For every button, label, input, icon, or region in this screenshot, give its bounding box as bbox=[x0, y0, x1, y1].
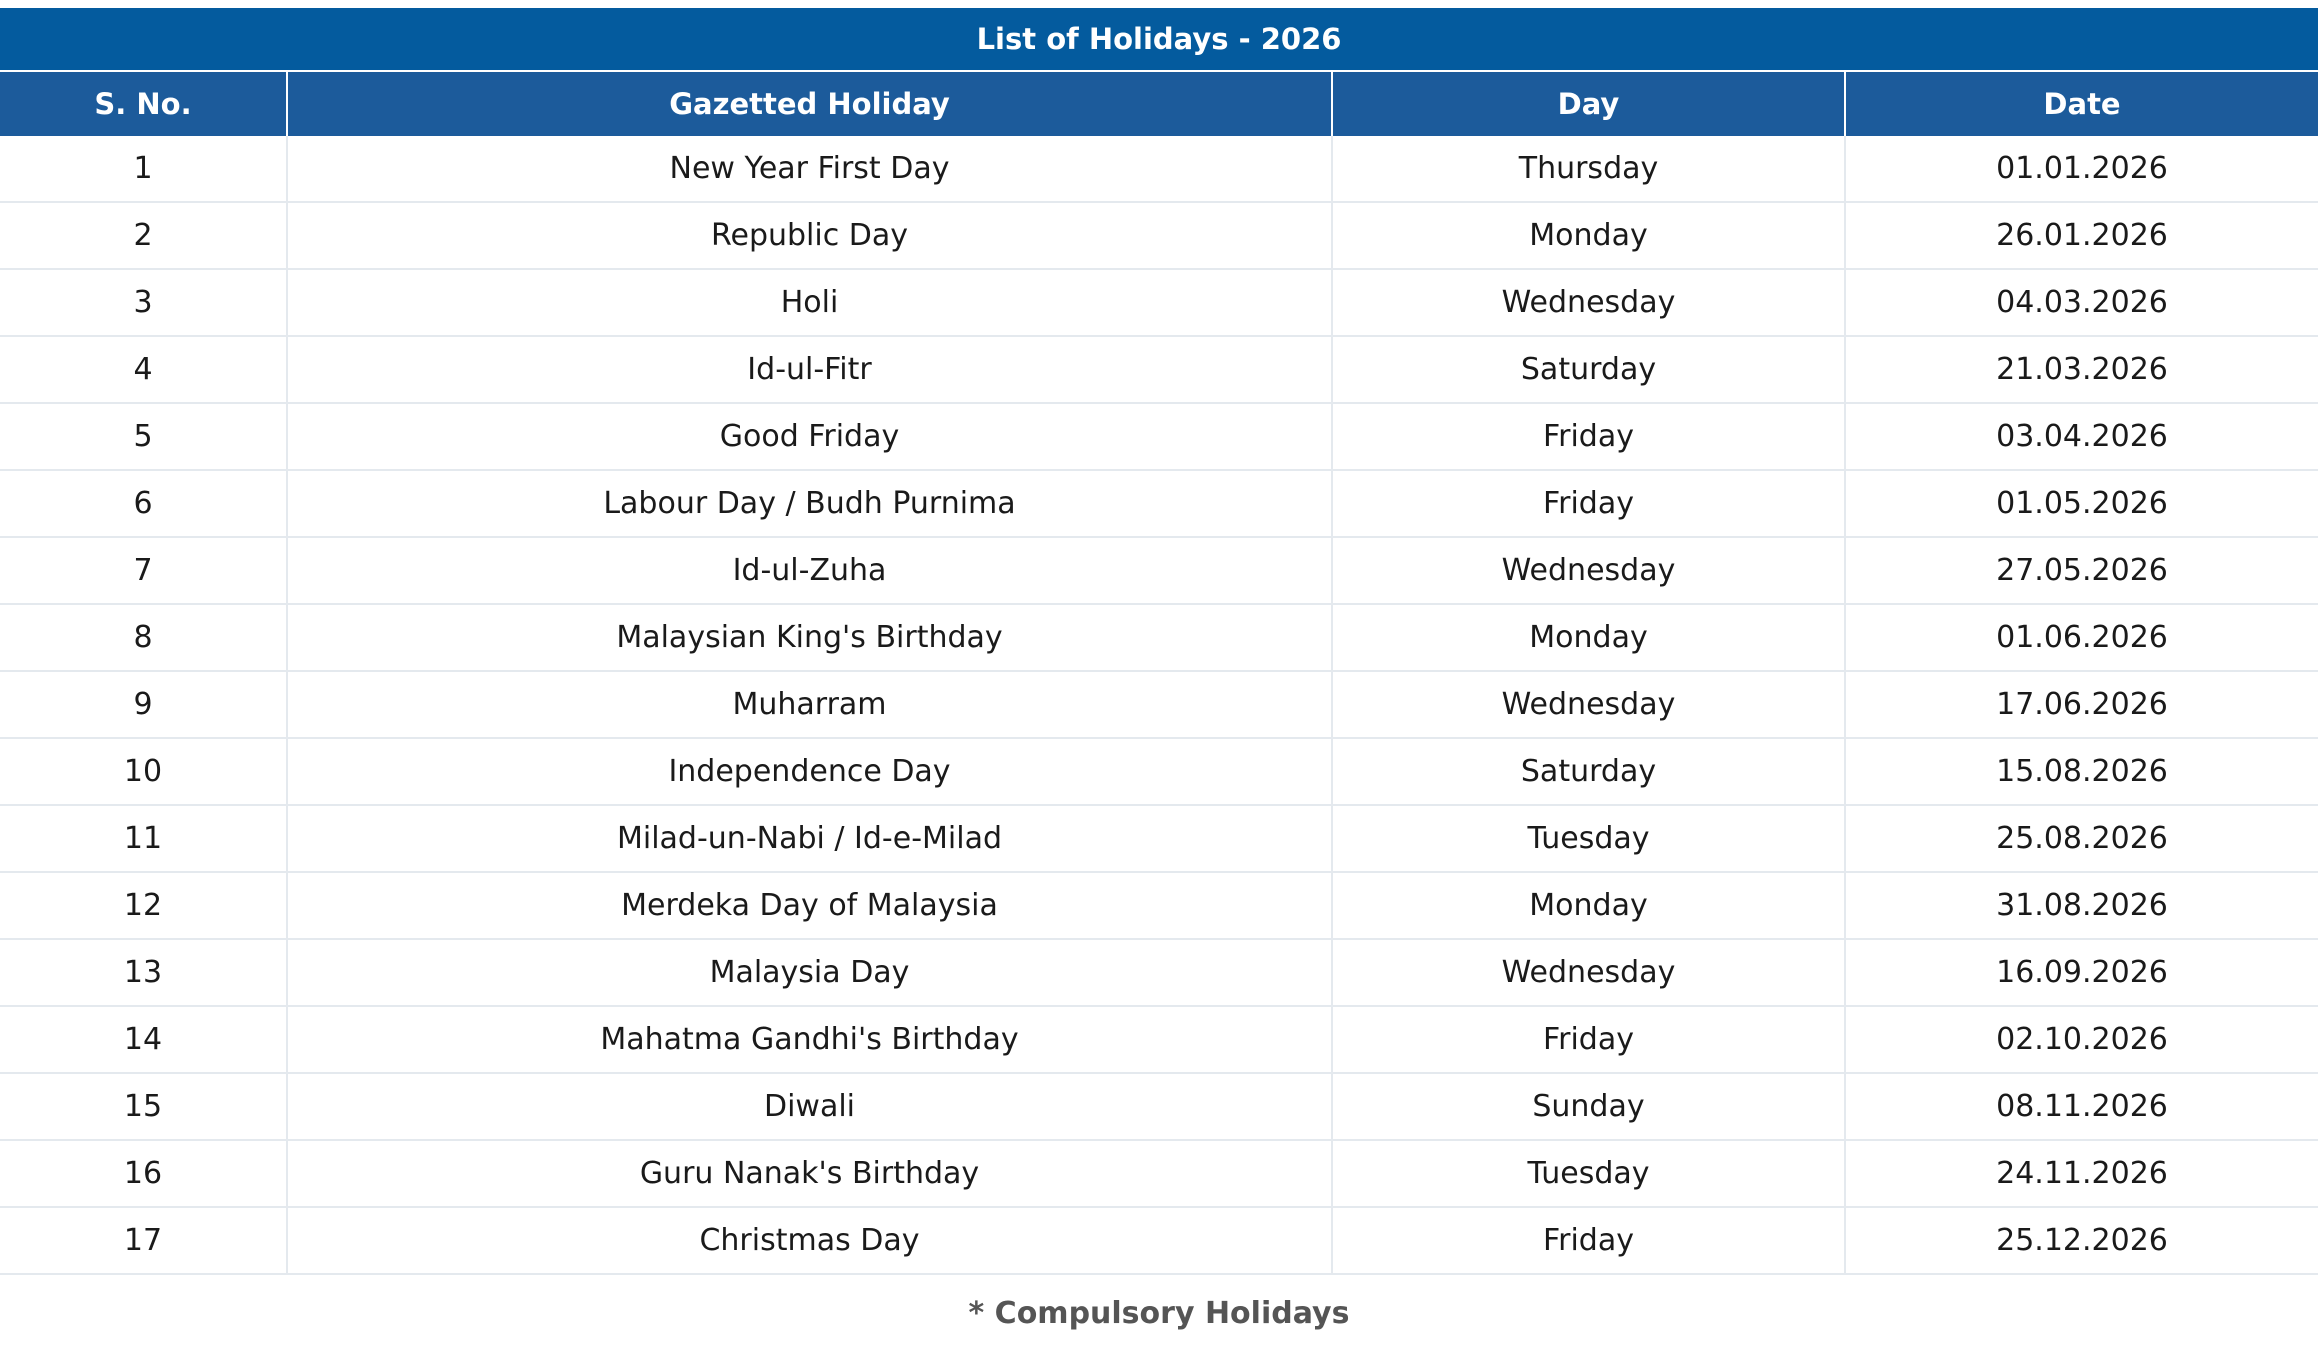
table-row bbox=[0, 1140, 2318, 1207]
date-cell: 01.01.2026 bbox=[1845, 136, 2318, 202]
holiday-name-cell: Muharram bbox=[287, 671, 1332, 738]
holiday-name-cell: Holi bbox=[287, 269, 1332, 336]
serial-number-cell: 3 bbox=[0, 269, 287, 336]
holiday-name-cell: Malaysian King's Birthday bbox=[287, 604, 1332, 671]
table-row bbox=[0, 403, 2318, 470]
date-cell: 17.06.2026 bbox=[1845, 671, 2318, 738]
day-cell: Tuesday bbox=[1332, 1140, 1845, 1207]
date-cell: 26.01.2026 bbox=[1845, 202, 2318, 269]
date-cell: 04.03.2026 bbox=[1845, 269, 2318, 336]
day-cell: Friday bbox=[1332, 1006, 1845, 1073]
table-row bbox=[0, 1073, 2318, 1140]
serial-number-cell: 12 bbox=[0, 872, 287, 939]
serial-number-cell: 4 bbox=[0, 336, 287, 403]
serial-number-cell: 5 bbox=[0, 403, 287, 470]
holiday-name-cell: Christmas Day bbox=[287, 1207, 1332, 1274]
day-cell: Friday bbox=[1332, 403, 1845, 470]
holiday-name-cell: Id-ul-Zuha bbox=[287, 537, 1332, 604]
serial-number-cell: 1 bbox=[0, 136, 287, 202]
holiday-name-cell: Mahatma Gandhi's Birthday bbox=[287, 1006, 1332, 1073]
table-row bbox=[0, 470, 2318, 537]
table-row bbox=[0, 604, 2318, 671]
table-row bbox=[0, 537, 2318, 604]
holiday-name-cell: Milad-un-Nabi / Id-e-Milad bbox=[287, 805, 1332, 872]
date-cell: 25.08.2026 bbox=[1845, 805, 2318, 872]
serial-number-cell: 6 bbox=[0, 470, 287, 537]
holiday-name-cell: Merdeka Day of Malaysia bbox=[287, 872, 1332, 939]
serial-number-cell: 14 bbox=[0, 1006, 287, 1073]
day-cell: Thursday bbox=[1332, 136, 1845, 202]
day-cell: Monday bbox=[1332, 604, 1845, 671]
column-header-date: Date bbox=[1845, 71, 2318, 136]
holiday-name-cell: Id-ul-Fitr bbox=[287, 336, 1332, 403]
serial-number-cell: 7 bbox=[0, 537, 287, 604]
day-cell: Wednesday bbox=[1332, 939, 1845, 1006]
holiday-name-cell: Independence Day bbox=[287, 738, 1332, 805]
day-cell: Saturday bbox=[1332, 336, 1845, 403]
day-cell: Tuesday bbox=[1332, 805, 1845, 872]
holiday-name-cell: Malaysia Day bbox=[287, 939, 1332, 1006]
serial-number-cell: 16 bbox=[0, 1140, 287, 1207]
date-cell: 21.03.2026 bbox=[1845, 336, 2318, 403]
table-title-row bbox=[0, 8, 2318, 71]
serial-number-cell: 8 bbox=[0, 604, 287, 671]
serial-number-cell: 15 bbox=[0, 1073, 287, 1140]
day-cell: Friday bbox=[1332, 1207, 1845, 1274]
holiday-name-cell: New Year First Day bbox=[287, 136, 1332, 202]
column-header-serial: S. No. bbox=[0, 71, 287, 136]
day-cell: Monday bbox=[1332, 872, 1845, 939]
table-header-row bbox=[0, 71, 2318, 136]
date-cell: 02.10.2026 bbox=[1845, 1006, 2318, 1073]
holiday-name-cell: Republic Day bbox=[287, 202, 1332, 269]
day-cell: Wednesday bbox=[1332, 671, 1845, 738]
holiday-name-cell: Diwali bbox=[287, 1073, 1332, 1140]
day-cell: Wednesday bbox=[1332, 537, 1845, 604]
table-row bbox=[0, 738, 2318, 805]
table-row bbox=[0, 805, 2318, 872]
serial-number-cell: 10 bbox=[0, 738, 287, 805]
holiday-name-cell: Good Friday bbox=[287, 403, 1332, 470]
column-header-day: Day bbox=[1332, 71, 1845, 136]
footnote: * Compulsory Holidays bbox=[968, 1296, 1350, 1331]
date-cell: 15.08.2026 bbox=[1845, 738, 2318, 805]
day-cell: Sunday bbox=[1332, 1073, 1845, 1140]
serial-number-cell: 11 bbox=[0, 805, 287, 872]
table-row bbox=[0, 671, 2318, 738]
day-cell: Saturday bbox=[1332, 738, 1845, 805]
date-cell: 03.04.2026 bbox=[1845, 403, 2318, 470]
date-cell: 24.11.2026 bbox=[1845, 1140, 2318, 1207]
serial-number-cell: 13 bbox=[0, 939, 287, 1006]
serial-number-cell: 17 bbox=[0, 1207, 287, 1274]
table-title: List of Holidays - 2026 bbox=[0, 8, 2318, 71]
holidays-table bbox=[0, 8, 2318, 1275]
column-header-holiday: Gazetted Holiday bbox=[287, 71, 1332, 136]
date-cell: 01.05.2026 bbox=[1845, 470, 2318, 537]
serial-number-cell: 9 bbox=[0, 671, 287, 738]
table-row bbox=[0, 939, 2318, 1006]
holiday-name-cell: Guru Nanak's Birthday bbox=[287, 1140, 1332, 1207]
date-cell: 01.06.2026 bbox=[1845, 604, 2318, 671]
table-row bbox=[0, 202, 2318, 269]
serial-number-cell: 2 bbox=[0, 202, 287, 269]
date-cell: 27.05.2026 bbox=[1845, 537, 2318, 604]
table-row bbox=[0, 336, 2318, 403]
table-row bbox=[0, 1207, 2318, 1274]
table-body bbox=[0, 136, 2318, 1274]
table-row bbox=[0, 269, 2318, 336]
date-cell: 16.09.2026 bbox=[1845, 939, 2318, 1006]
table-row bbox=[0, 1006, 2318, 1073]
day-cell: Wednesday bbox=[1332, 269, 1845, 336]
date-cell: 31.08.2026 bbox=[1845, 872, 2318, 939]
table-row bbox=[0, 872, 2318, 939]
table-row bbox=[0, 136, 2318, 202]
holiday-name-cell: Labour Day / Budh Purnima bbox=[287, 470, 1332, 537]
day-cell: Monday bbox=[1332, 202, 1845, 269]
day-cell: Friday bbox=[1332, 470, 1845, 537]
date-cell: 08.11.2026 bbox=[1845, 1073, 2318, 1140]
date-cell: 25.12.2026 bbox=[1845, 1207, 2318, 1274]
